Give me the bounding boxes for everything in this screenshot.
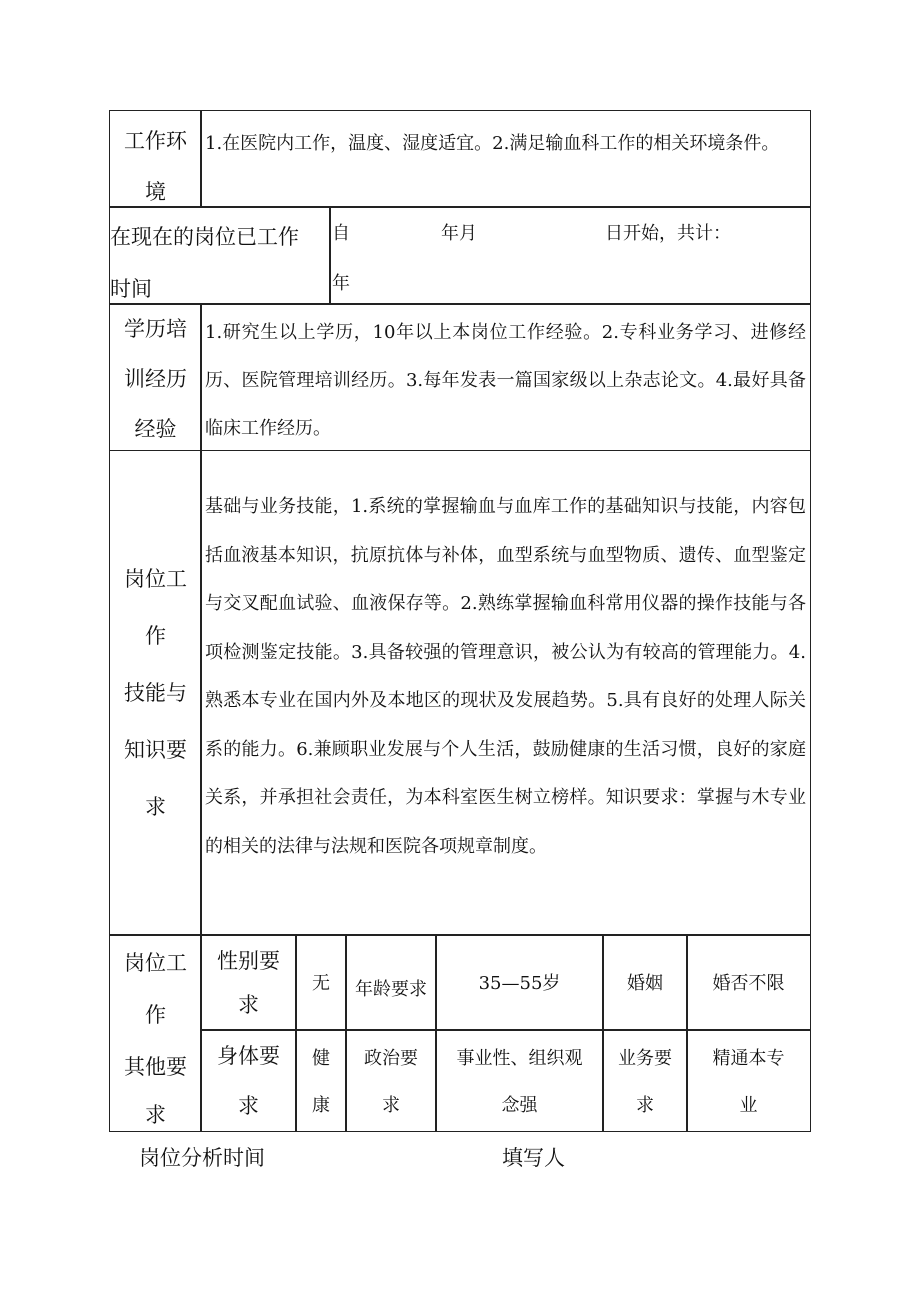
label-line: 求 (238, 1093, 259, 1118)
value-line: 业 (739, 1095, 758, 1116)
tenure-year: 年 (332, 273, 350, 294)
business-value (686, 1029, 811, 1132)
row-other-requirements (109, 934, 811, 1132)
label-line: 性别要 (217, 948, 280, 973)
tenure-year-month: 年月 (441, 223, 477, 244)
row-skills-knowledge (109, 450, 811, 936)
label-line: 政治要 (364, 1048, 418, 1069)
label-line: 境 (145, 180, 166, 204)
label-line: 作 (145, 1003, 166, 1027)
politics-value (435, 1029, 604, 1132)
label-skills-knowledge (109, 450, 202, 936)
label-line: 岗位工 (124, 566, 187, 591)
health-value (295, 1029, 347, 1132)
label-line: 经验 (134, 417, 177, 441)
label-line: 求 (145, 1103, 166, 1127)
business-label (602, 1029, 688, 1132)
label-line: 学历培 (124, 317, 187, 341)
label-line: 工作环 (124, 129, 187, 153)
label-tenure (109, 206, 331, 305)
value-line: 康 (312, 1095, 330, 1116)
label-line: 求 (145, 794, 166, 819)
health-label (200, 1029, 297, 1132)
row-education (109, 303, 811, 451)
skills-knowledge-text: 基础与业务技能，1.系统的掌握输血与血库工作的基础知识与技能，内容包括血液基本知识，抗原抗体与补体，血型系统与血型物质、遗传、血型鉴定与交叉配血试验、血液保存等。2.熟练掌握输血科常用仪器的操作技能与各项检测鉴定技能。3.具备较强的管理意识，被公认为有较高的管理能力。4.熟悉本专业在国内外及本地区的现状及发展趋势。5.具有良好的处理人际关系的能力。6.兼顾职业发展与个人生活，鼓励健康的生活习惯，良好的家庭关系，并承担社会责任，为本科室医生树立榜样。知识要求：掌握与木专业的相关的法律与法规和医院各项规章制度。 (200, 450, 811, 936)
gender-value: 无 (295, 934, 347, 1031)
label-line: 时间 (110, 277, 152, 301)
label-line: 求 (238, 992, 259, 1017)
label-line: 技能与 (124, 680, 187, 705)
label-line: 业务要 (618, 1048, 672, 1069)
label-work-environment (109, 110, 202, 208)
row-tenure (109, 206, 811, 305)
label-line: 作 (145, 623, 166, 648)
label-line: 求 (636, 1095, 654, 1116)
label-line: 训经历 (124, 367, 187, 391)
footer-analysis-time: 岗位分析时间 (139, 1146, 265, 1170)
value-line: 健 (312, 1048, 330, 1069)
row-work-environment (109, 110, 811, 208)
tenure-from: 自 (332, 223, 350, 244)
tenure-value-cell (329, 206, 811, 305)
label-other-requirements (109, 934, 202, 1132)
value-line: 精通本专 (712, 1048, 785, 1069)
label-line: 求 (382, 1095, 400, 1116)
marriage-value: 婚否不限 (686, 934, 811, 1031)
label-line: 其他要 (124, 1055, 187, 1079)
label-line: 身体要 (217, 1043, 280, 1068)
footer-filler: 填写人 (502, 1146, 565, 1170)
value-line: 念强 (501, 1095, 538, 1116)
gender-label (200, 934, 297, 1031)
work-environment-text: 1.在医院内工作，温度、湿度适宜。2.满足输血科工作的相关环境条件。 (200, 110, 811, 208)
label-line: 知识要 (124, 737, 187, 762)
label-line: 岗位工 (124, 951, 187, 975)
age-label: 年龄要求 (345, 934, 437, 1031)
politics-label (345, 1029, 437, 1132)
marriage-label: 婚姻 (602, 934, 688, 1031)
label-line: 在现在的岗位已工作 (110, 225, 299, 249)
label-education (109, 303, 202, 451)
age-value: 35—55岁 (435, 934, 604, 1031)
education-text: 1.研究生以上学历，10年以上本岗位工作经验。2.专科业务学习、进修经历、医院管理培训经历。3.每年发表一篇国家级以上杂志论文。4.最好具备临床工作经历。 (200, 303, 811, 451)
tenure-start: 日开始，共计： (605, 223, 731, 244)
value-line: 事业性、组织观 (456, 1048, 583, 1069)
